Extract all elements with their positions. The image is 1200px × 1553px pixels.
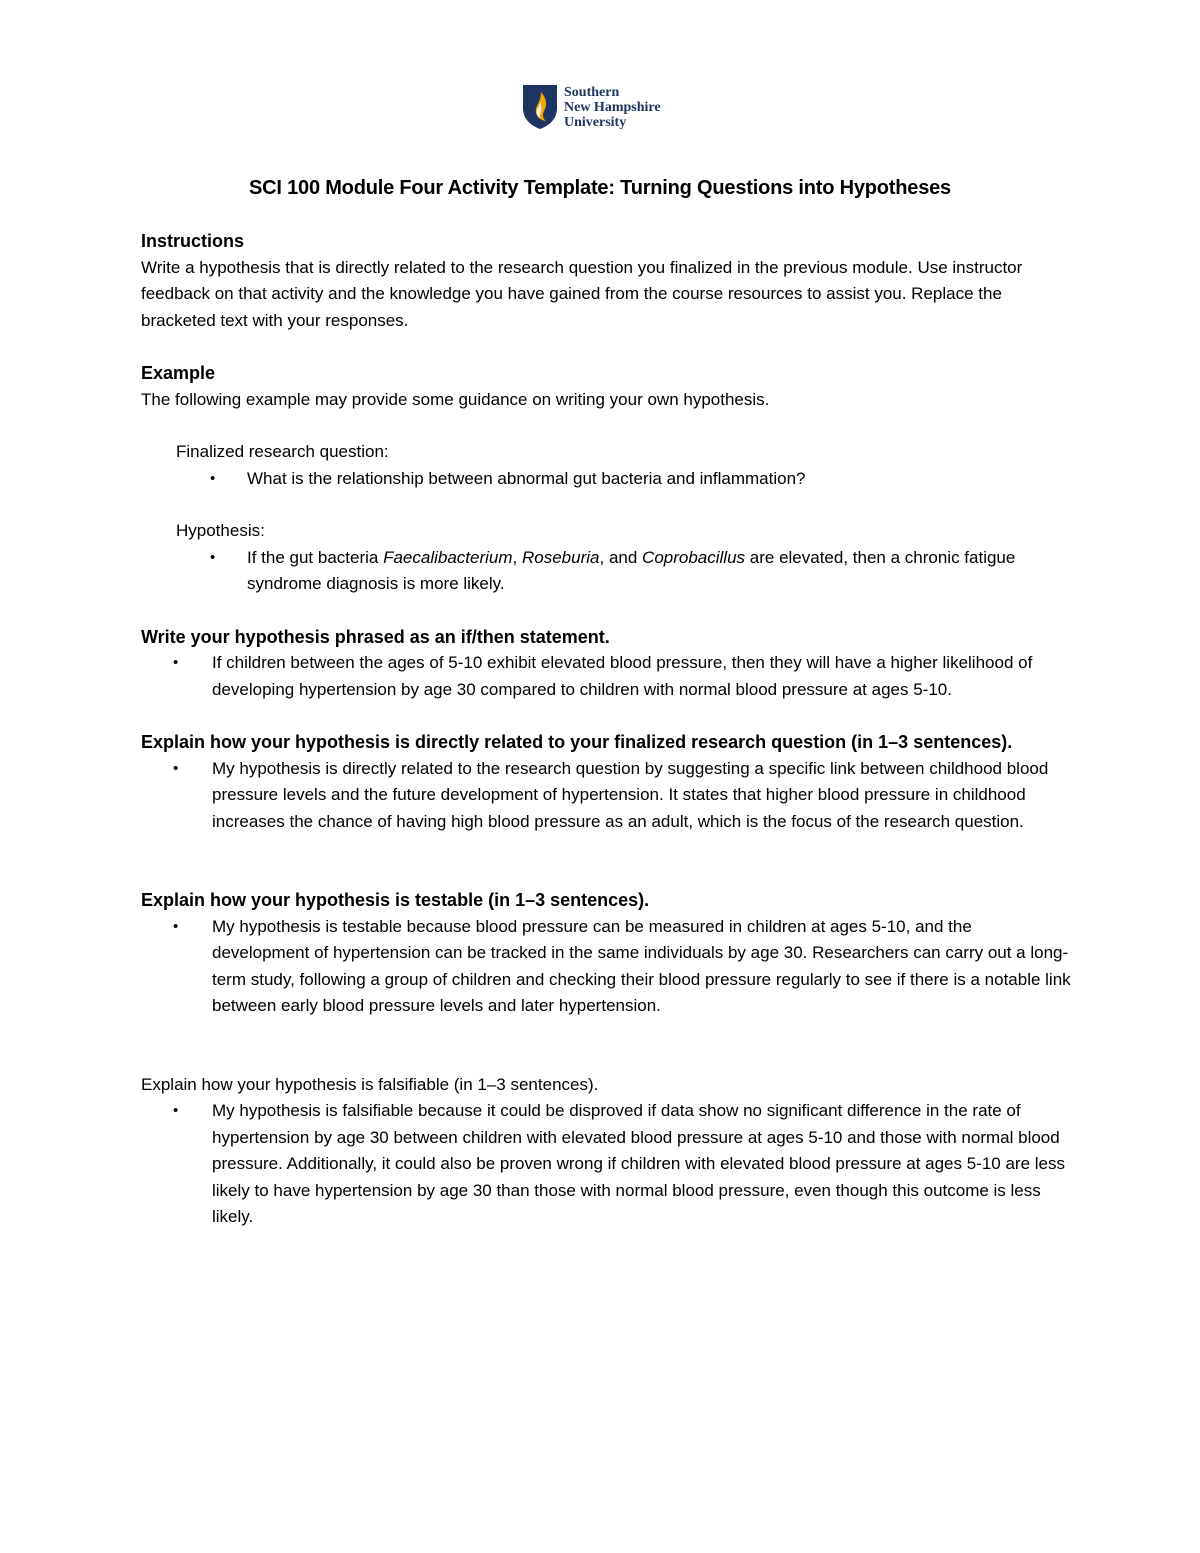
bullet-icon: • (210, 548, 216, 566)
bacteria-name: Faecalibacterium (383, 547, 513, 567)
document-title: SCI 100 Module Four Activity Template: Turning Questions into Hypotheses (249, 177, 951, 199)
instructions-heading: Instructions (141, 231, 245, 251)
example-hypothesis-text (247, 548, 1015, 594)
hypothesis-part: If the gut bacteria (247, 547, 384, 567)
answer-ifthen: If children between the ages of 5-10 exhibit elevated blood pressure, then they will have a higher likelihood of developing hypertension by age 30 compared to children with normal blood pressure at ages 5-10. (212, 653, 1033, 699)
list-item (141, 650, 1071, 703)
answer-related: My hypothesis is directly related to the research question by suggesting a specific link between childhood blood pressure levels and the future development of hypertension. It states that higher blood pressure in childhood increases the chance of having high blood pressure as an adult, which is the focus of the research question. (212, 758, 1049, 831)
answer-falsifiable: My hypothesis is falsifiable because it could be disproved if data show no significant difference in the rate of hypertension by age 30 between children with elevated blood pressure at ages 5-10 and those with normal blood pressure. Additionally, it could also be proven wrong if children with elevated blood pressure at ages 5-10 are less likely to have hypertension by age 30 than those with normal blood pressure, even though this outcome is less likely. (212, 1101, 1066, 1226)
example-question-text: What is the relationship between abnormal gut bacteria and inflammation? (247, 468, 806, 488)
list-item (141, 1098, 1071, 1231)
bullet-icon: • (173, 1102, 179, 1119)
logo-line-1: Southern (564, 84, 620, 100)
section-heading-testable: Explain how your hypothesis is testable (in 1–3 sentences). (141, 890, 650, 910)
answer-list-testable (141, 914, 1071, 1020)
bullet-icon: • (173, 759, 179, 777)
logo-line-3: University (564, 114, 627, 130)
answer-list-falsifiable (141, 1098, 1071, 1231)
list-item (141, 545, 1071, 598)
example-hypothesis-label: Hypothesis: (176, 521, 265, 540)
answer-list-related (141, 756, 1071, 836)
list-item (141, 466, 1071, 493)
example-hypothesis-list (141, 545, 1071, 598)
section-heading-falsifiable: Explain how your hypothesis is falsifiable (in 1–3 sentences). (141, 1074, 599, 1094)
bullet-icon: • (210, 469, 216, 487)
list-item (141, 756, 1071, 836)
shield-flame-icon (522, 84, 558, 130)
hypothesis-part: are elevated, then a chronic fatigue syndrome diagnosis is more likely. (247, 547, 1016, 593)
example-question-list (141, 466, 1071, 493)
logo-wordmark (564, 85, 661, 130)
university-logo (522, 84, 661, 130)
bacteria-name: Roseburia (522, 547, 600, 567)
example-intro: The following example may provide some guidance on writing your own hypothesis. (141, 389, 770, 409)
answer-testable: My hypothesis is testable because blood pressure can be measured in children at ages 5-10, and the development of hypertension can be tracked in the same individuals by age 30. Researchers can carry out a long-term study, following a group of children and checking their blood pressure regularly to see if there is a notable link between early blood pressure levels and later hypertension. (212, 916, 1071, 1015)
answer-list-ifthen (141, 650, 1071, 703)
hypothesis-part: , (512, 547, 522, 567)
instructions-text: Write a hypothesis that is directly related to the research question you finalized in the previous module. Use instructor feedback on that activity and the knowledge you have gained from the course resources to assist you. Replace the bracketed text with your responses. (141, 257, 1023, 330)
bullet-icon: • (173, 654, 179, 671)
bullet-icon: • (173, 917, 179, 935)
example-heading: Example (141, 363, 216, 383)
document-body (141, 228, 1071, 1231)
bacteria-name: Coprobacillus (642, 547, 746, 567)
section-heading-related: Explain how your hypothesis is directly related to your finalized research question (in 1–3 sentences). (141, 732, 1013, 752)
list-item (141, 914, 1071, 1020)
logo-line-2: New Hampshire (564, 99, 661, 115)
example-question-label: Finalized research question: (176, 442, 389, 461)
hypothesis-part: , and (599, 547, 643, 567)
section-heading-ifthen: Write your hypothesis phrased as an if/then statement. (141, 626, 610, 647)
